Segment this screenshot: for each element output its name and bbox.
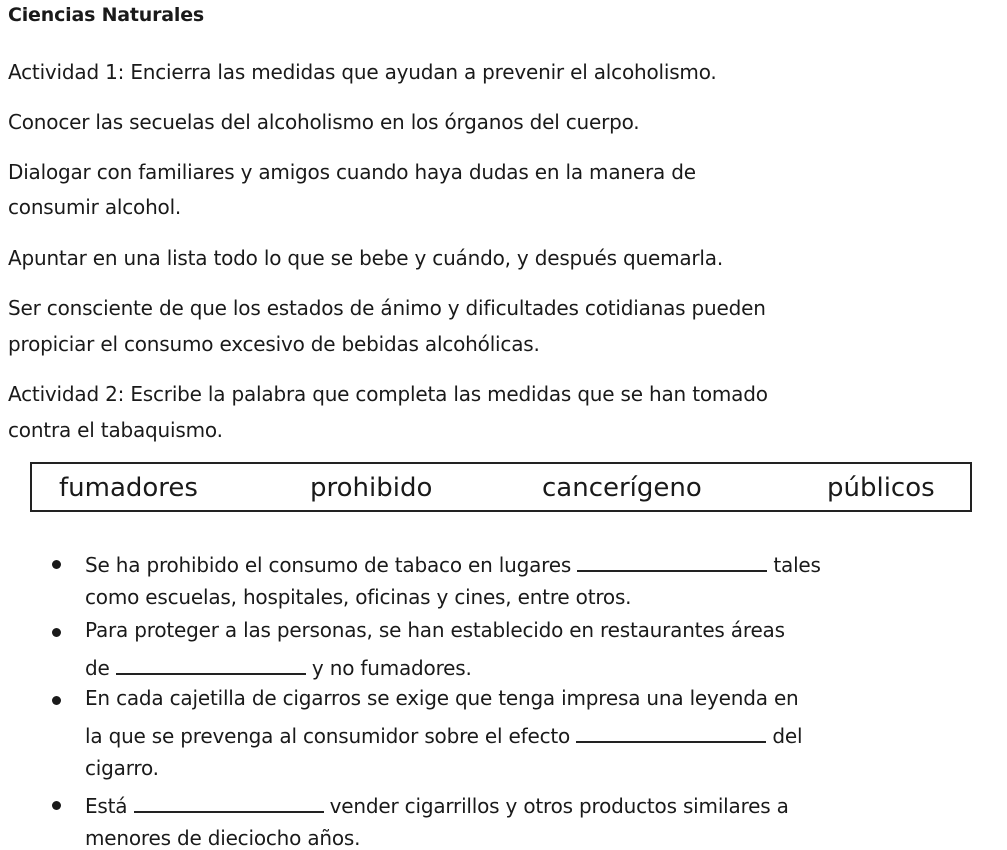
text: vender cigarrillos y otros productos similares a — [323, 794, 789, 818]
item-2-line1: Para proteger a las personas, se han establecido en restaurantes áreas — [85, 618, 785, 642]
word-bank-item: cancerígeno — [542, 473, 702, 503]
blank-input[interactable] — [134, 793, 324, 813]
word-bank-item: prohibido — [310, 473, 433, 503]
activity2-instruction-line2: contra el tabaquismo. — [8, 418, 223, 442]
activity1-instruction: Actividad 1: Encierra las medidas que ayudan a prevenir el alcoholismo. — [8, 60, 717, 84]
item-3-line3: cigarro. — [85, 756, 159, 780]
text: de — [85, 656, 116, 680]
bullet-icon — [52, 801, 61, 810]
text: Está — [85, 794, 134, 818]
item-4-line2: menores de dieciocho años. — [85, 826, 361, 850]
option-2-line1[interactable]: Dialogar con familiares y amigos cuando haya dudas en la manera de — [8, 160, 696, 184]
item-1-line1 — [85, 552, 821, 575]
item-2-line2 — [85, 655, 472, 678]
option-4-line2[interactable]: propiciar el consumo excesivo de bebidas alcohólicas. — [8, 332, 540, 356]
page-title: Ciencias Naturales — [8, 4, 205, 26]
bullet-icon — [52, 560, 61, 569]
option-1[interactable]: Conocer las secuelas del alcoholismo en los órganos del cuerpo. — [8, 110, 640, 134]
item-1-line2: como escuelas, hospitales, oficinas y cines, entre otros. — [85, 585, 632, 609]
text: del — [766, 724, 803, 748]
word-bank — [30, 462, 972, 512]
option-3[interactable]: Apuntar en una lista todo lo que se bebe y cuándo, y después quemarla. — [8, 246, 724, 270]
item-3-line2 — [85, 723, 802, 746]
text: tales — [767, 553, 821, 577]
item-3-line1: En cada cajetilla de cigarros se exige que tenga impresa una leyenda en — [85, 686, 799, 710]
option-4-line1[interactable]: Ser consciente de que los estados de ánimo y dificultades cotidianas pueden — [8, 296, 766, 320]
text: y no fumadores. — [305, 656, 472, 680]
text: Se ha prohibido el consumo de tabaco en lugares — [85, 553, 578, 577]
text: la que se prevenga al consumidor sobre el efecto — [85, 724, 577, 748]
blank-input[interactable] — [576, 723, 766, 743]
word-bank-item: públicos — [827, 473, 935, 503]
item-4-line1 — [85, 793, 789, 816]
activity2-instruction-line1: Actividad 2: Escribe la palabra que completa las medidas que se han tomado — [8, 382, 768, 406]
bullet-icon — [52, 696, 61, 705]
blank-input[interactable] — [577, 552, 767, 572]
bullet-icon — [52, 628, 61, 637]
option-2-line2[interactable]: consumir alcohol. — [8, 195, 182, 219]
word-bank-item: fumadores — [59, 473, 198, 503]
blank-input[interactable] — [116, 655, 306, 675]
